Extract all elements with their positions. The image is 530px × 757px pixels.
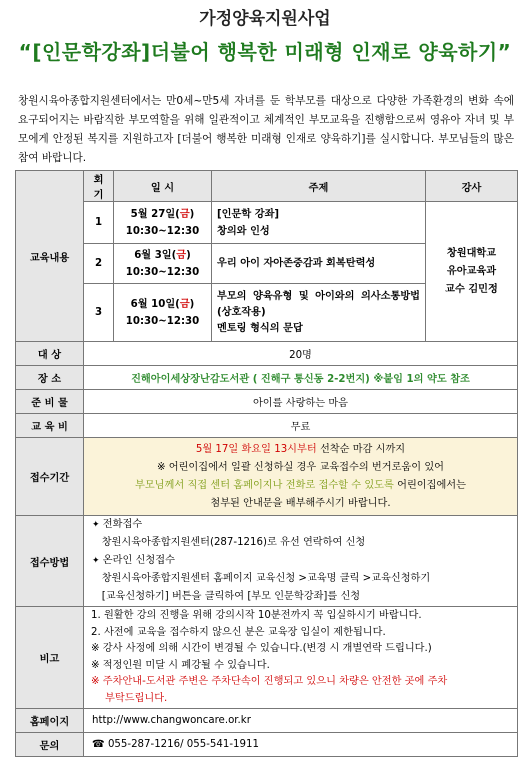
session-date-end: ) [189,298,195,310]
period-label: 접수기간 [16,438,84,516]
method-label: 접수방법 [16,516,84,607]
session-time: 10:30~12:30 [125,225,200,237]
session-topic [212,284,426,342]
online-signup-title: 온라인 신청접수 [102,555,175,566]
fee-value: 무료 [84,414,518,438]
remark-5: ※ 주차안내-도서관 주변은 주차단속이 진행되고 있으니 차량은 안전한 곳에 주차 [91,676,448,687]
phone-icon: ☎ [92,739,105,750]
session-number: 1 [84,202,114,244]
contact-cell [84,733,518,757]
session-time: 10:30~12:30 [125,315,200,327]
session-topic-line2: 창의와 인성 [217,225,270,237]
phone-signup-title: 전화접수 [102,519,143,530]
method-content [84,516,518,607]
session-row [16,202,518,244]
instructor-line2: 유아교육과 [446,265,497,277]
remarks-label: 비고 [16,607,84,709]
online-signup-desc-2: [교육신청하기] 버튼을 클릭하여 [부모 인문학강좌]를 신청 [101,591,361,602]
col-header-topic: 주제 [212,171,426,202]
period-start: 5월 17일 화요일 13시부터 [195,443,317,455]
program-table [15,170,518,757]
session-topic [212,244,426,284]
session-datetime [114,284,212,342]
instructor-cell [426,202,518,342]
instructor-line1: 창원대학교 [446,247,497,259]
homepage-link[interactable]: http://www.changwoncare.or.kr [84,709,518,733]
remark-6: 부탁드립니다. [105,692,168,704]
place-label: 장 소 [16,366,84,390]
session-topic-line1: [인문학 강좌] [217,208,280,220]
edu-content-label: 교육내용 [16,171,84,342]
remark-1: 1. 원활한 강의 진행을 위해 강의시작 10분전까지 꼭 입실하시기 바랍니다. [91,610,422,621]
session-datetime [114,244,212,284]
target-label: 대 상 [16,342,84,366]
remark-3: ※ 강사 사정에 의해 시간이 변경될 수 있습니다.(변경 시 개별연락 드립니다.) [91,643,432,654]
prep-value: 아이를 사랑하는 마음 [84,390,518,414]
homepage-label: 홈페이지 [16,709,84,733]
contact-label: 문의 [16,733,84,757]
session-date: 5월 27일( [130,208,180,220]
online-signup-desc-1: 창원시육아종합지원센터 홈페이지 교육신청 >교육명 클릭 >교육신청하기 [101,573,431,584]
session-day: 금 [179,208,190,220]
remark-2: 2. 사전에 교육을 접수하지 않으신 분은 교육장 입실이 제한됩니다. [91,626,386,638]
session-number: 3 [84,284,114,342]
session-date-end: ) [186,249,191,261]
session-day: 금 [176,249,187,261]
session-date-end: ) [189,208,195,220]
document-subtitle: “[인문학강좌]더불어 행복한 미래형 인재로 양육하기” [18,40,512,64]
fee-label: 교 육 비 [16,414,84,438]
period-note-1: ※ 어린이집에서 일괄 신청하실 경우 교육접수의 번거로움이 있어 [156,461,445,473]
session-date: 6월 10일( [130,298,180,310]
bullet-icon: ✦ [92,520,100,530]
target-value: 20명 [84,342,518,366]
col-header-session: 회기 [84,171,114,202]
bullet-icon: ✦ [92,556,100,566]
prep-label: 준 비 물 [16,390,84,414]
intro-paragraph: 창원시육아종합지원센터에서는 만0세~만5세 자녀를 둔 학부모를 대상으로 다양한 가족환경의 변화 속에 요구되어지는 바람직한 부모역할을 위해 일관적이고 체계적인 부모교육을 진행함으로써 영유아 자녀 및 부모에게 안정된 복지를 지원하고자 [더불어 행복한 미래형 인재로 양육하기]를 실시합니다. 부모님들의 많은 참여 바랍니다. [18,95,514,164]
remark-4: ※ 적정인원 미달 시 폐강될 수 있습니다. [91,659,270,671]
session-topic-line1: 부모의 양육유형 및 아이와의 의사소통방법(상호작용) [217,290,420,318]
period-note-2: 어린이집에서는 [393,479,466,491]
session-number: 2 [84,244,114,284]
place-value: 진해아이세상장난감도서관 ( 진해구 통신동 2-2번지) ※붙임 1의 약도 참조 [84,366,518,390]
period-note-3: 첨부된 안내문을 배부해주시기 바랍니다. [210,497,391,509]
remarks-content [84,607,518,709]
col-header-instructor: 강사 [426,171,518,202]
session-topic-line1: 우리 아이 자아존중감과 회복탄력성 [217,258,376,269]
document-title: 가정양육지원사업 [199,9,331,29]
session-topic-line2: 멘토링 형식의 문답 [217,322,303,334]
instructor-line3: 교수 김민정 [445,283,498,295]
contact-phone: 055-287-1216/ 055-541-1911 [107,739,259,750]
period-content [84,438,518,516]
session-time: 10:30~12:30 [125,266,200,278]
session-datetime [114,202,212,244]
col-header-date: 일 시 [114,171,212,202]
session-topic [212,202,426,244]
phone-signup-desc: 창원시육아종합지원센터(287-1216)로 유선 연락하여 신청 [101,537,366,548]
session-day: 금 [179,298,190,310]
session-date: 6월 3일( [134,249,177,261]
period-note-2-highlight: 부모님께서 직접 센터 홈페이지나 전화로 접수할 수 있도록 [135,479,394,491]
period-deadline: 선착순 마감 시까지 [316,443,406,455]
